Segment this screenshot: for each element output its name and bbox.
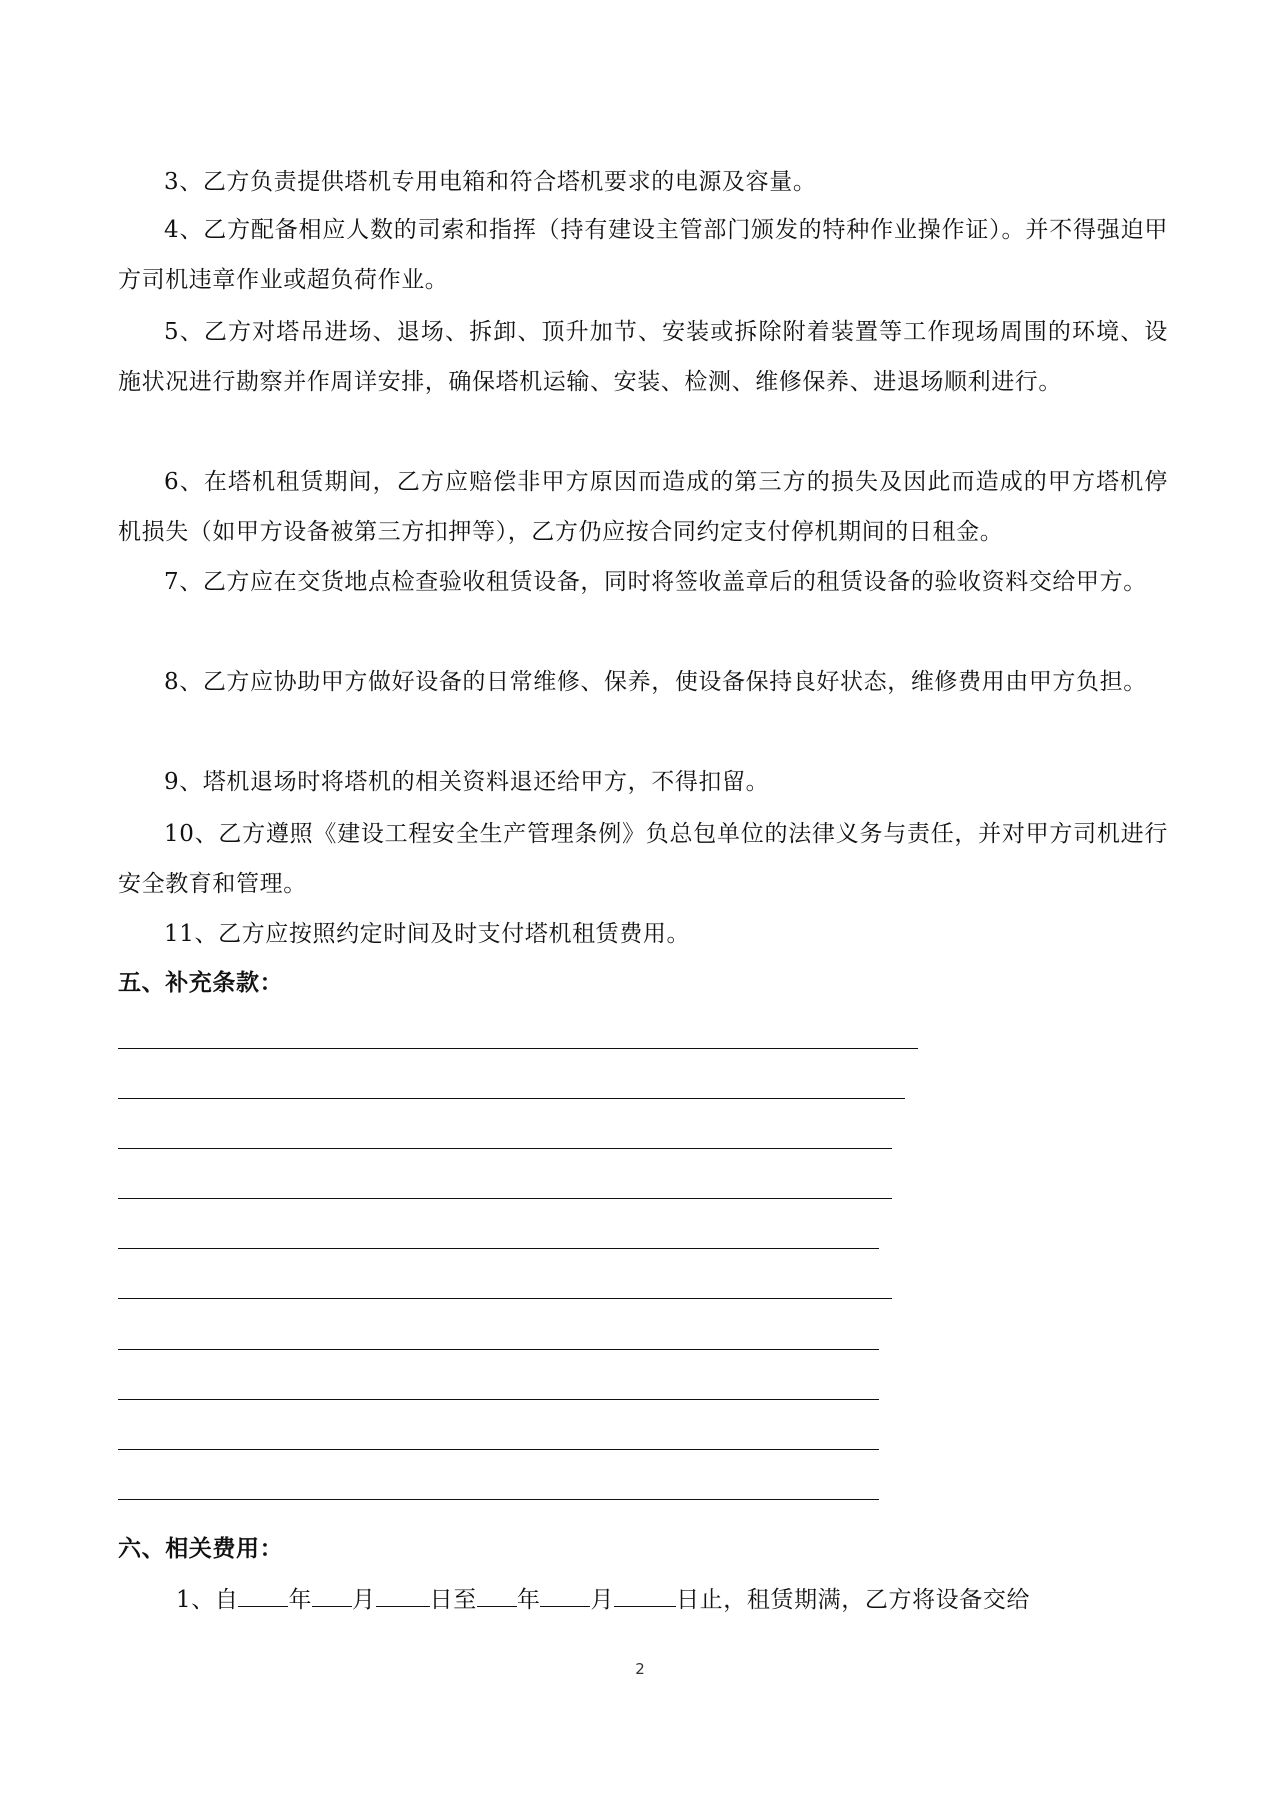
- year-label: 年: [288, 1587, 313, 1613]
- start-month-blank[interactable]: [312, 1586, 352, 1607]
- clause-8: 8、乙方应协助甲方做好设备的日常维修、保养，使设备保持良好状态，维修费用由甲方负担。: [164, 669, 1147, 695]
- blank-line: [118, 1048, 918, 1049]
- month-label: 月: [590, 1587, 615, 1613]
- blank-line: [118, 1399, 879, 1400]
- clause-4: 4、乙方配备相应人数的司索和指挥（持有建设主管部门颁发的特种作业操作证）。并不得强迫甲方司机违章作业或超负荷作业。: [118, 217, 1168, 293]
- rental-period-line: [118, 1575, 1168, 1625]
- blank-line: [118, 1198, 892, 1199]
- year-label: 年: [516, 1587, 541, 1613]
- clause-5: 5、乙方对塔吊进场、退场、拆卸、顶升加节、安装或拆除附着装置等工作现场周围的环境、设施状况进行勘察并作周详安排，确保塔机运输、安装、检测、维修保养、进退场顺利进行。: [118, 319, 1168, 395]
- end-day-blank[interactable]: [614, 1586, 676, 1607]
- day-end-label: 日止，租赁期满，乙方将设备交给: [676, 1587, 1031, 1613]
- start-day-blank[interactable]: [376, 1586, 430, 1607]
- blank-line: [118, 1098, 905, 1099]
- blank-line: [118, 1248, 879, 1249]
- blank-line: [118, 1349, 879, 1350]
- section-5-title: 五、补充条款：: [118, 969, 284, 996]
- clause-9: 9、塔机退场时将塔机的相关资料退还给甲方，不得扣留。: [164, 769, 770, 795]
- end-month-blank[interactable]: [540, 1586, 590, 1607]
- blank-line: [118, 1148, 892, 1149]
- clause-11: 11、乙方应按照约定时间及时支付塔机租赁费用。: [164, 921, 691, 947]
- day-to-label: 日至: [429, 1587, 477, 1613]
- start-year-blank[interactable]: [238, 1586, 288, 1607]
- month-label: 月: [352, 1587, 376, 1613]
- clause-6: 6、在塔机租赁期间，乙方应赔偿非甲方原因而造成的第三方的损失及因此而造成的甲方塔机停机损失（如甲方设备被第三方扣押等），乙方仍应按合同约定支付停机期间的日租金。: [118, 469, 1168, 545]
- blank-line: [118, 1449, 879, 1450]
- section-6-title: 六、相关费用：: [118, 1535, 284, 1562]
- clause-10: 10、乙方遵照《建设工程安全生产管理条例》负总包单位的法律义务与责任，并对甲方司机进行安全教育和管理。: [118, 821, 1168, 897]
- clause-3: 3、乙方负责提供塔机专用电箱和符合塔机要求的电源及容量。: [164, 169, 817, 195]
- blank-line: [118, 1499, 879, 1500]
- blank-line: [118, 1298, 892, 1299]
- period-start-label: 1、自: [176, 1587, 239, 1613]
- end-year-blank[interactable]: [477, 1586, 517, 1607]
- clause-7: 7、乙方应在交货地点检查验收租赁设备，同时将签收盖章后的租赁设备的验收资料交给甲方。: [164, 569, 1147, 595]
- page-number: 2: [635, 1660, 645, 1678]
